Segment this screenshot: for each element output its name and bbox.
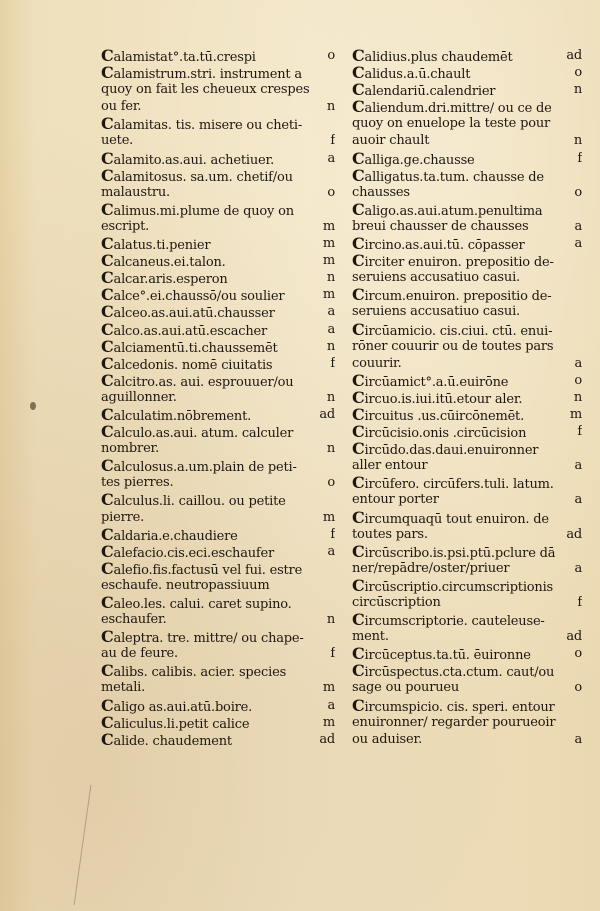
- gender-marker: m: [322, 714, 335, 730]
- entry-line: [101, 321, 335, 338]
- entry-text: Circūamict°.a.ū.euirōne: [352, 371, 509, 389]
- entry-line: [101, 697, 335, 714]
- entry-text: Circuitus .us.cūircōnemēt.: [352, 405, 525, 424]
- entry-line: [101, 543, 335, 560]
- initial-capital: C: [352, 576, 365, 594]
- entry-text: Circum.enuiron. prepositio de-: [352, 286, 552, 304]
- entry-text: Calefio.fis.factusū vel fui. estre: [101, 559, 303, 577]
- entry-text: Circūcisio.onis .circūcision: [352, 423, 527, 441]
- gender-marker: o: [574, 65, 582, 81]
- initial-capital: C: [101, 200, 114, 218]
- gender-marker: n: [573, 82, 582, 98]
- entry-line: [352, 64, 582, 81]
- entry-text: Circumscriptorie. cauteleuse-: [352, 611, 545, 629]
- initial-capital: C: [352, 64, 365, 82]
- initial-capital: C: [352, 235, 365, 253]
- entry-text: pierre.: [101, 509, 145, 525]
- entry-text: Caligo as.aui.atū.boire.: [101, 696, 253, 714]
- entry-line: [101, 64, 335, 81]
- initial-capital: C: [101, 730, 114, 748]
- entry-line: [101, 594, 335, 611]
- initial-capital: C: [101, 662, 114, 680]
- entry-text: Circūscriptio.circumscriptionis: [352, 576, 554, 594]
- entry-text: tes pierres.: [101, 475, 174, 491]
- gender-marker: ad: [319, 731, 335, 747]
- entry-text: aguillonner.: [101, 389, 177, 405]
- entry-line: [352, 235, 582, 252]
- entry-line: [352, 286, 582, 303]
- entry-line: [352, 577, 582, 594]
- entry-text: ou aduiser.: [352, 731, 423, 747]
- entry-line: [352, 491, 582, 508]
- entry-text: Calimus.mi.plume de quoy on: [101, 200, 294, 218]
- entry-line: [352, 440, 582, 457]
- initial-capital: C: [101, 525, 114, 543]
- gender-marker: n: [573, 133, 582, 149]
- entry-text: Calculosus.a.um.plain de peti-: [101, 457, 297, 475]
- entry-line: [352, 526, 582, 543]
- initial-capital: C: [352, 149, 365, 167]
- entry-text: ment.: [352, 629, 389, 645]
- entry-text: Calefacio.cis.eci.eschaufer: [101, 542, 275, 560]
- gender-marker: f: [330, 526, 335, 542]
- entry-text: Calidus.a.ū.chault: [352, 64, 471, 82]
- entry-text: entour porter: [352, 492, 439, 508]
- gender-marker: o: [574, 372, 582, 388]
- entry-text: Circūamicio. cis.ciui. ctū. enui-: [352, 320, 553, 338]
- entry-line: [101, 355, 335, 372]
- entry-line: [101, 679, 335, 696]
- left-column: [101, 47, 335, 748]
- entry-text: Calatus.ti.penier: [101, 235, 211, 253]
- initial-capital: C: [101, 269, 114, 287]
- entry-text: Circūdo.das.daui.enuironner: [352, 440, 539, 458]
- gender-marker: a: [327, 304, 335, 320]
- gender-marker: n: [326, 441, 335, 457]
- entry-text: Calculatim.nōbrement.: [101, 405, 252, 424]
- entry-text: chausses: [352, 184, 410, 200]
- entry-text: Calibs. calibis. acier. species: [101, 662, 287, 680]
- entry-text: Calcitro.as. aui. esprouuer/ou: [101, 371, 294, 389]
- gender-marker: a: [574, 560, 582, 576]
- initial-capital: C: [352, 286, 365, 304]
- entry-line: [101, 47, 335, 64]
- entry-line: [101, 286, 335, 303]
- initial-capital: C: [101, 696, 114, 714]
- entry-line: [101, 98, 335, 115]
- initial-capital: C: [101, 594, 114, 612]
- gender-marker: ad: [566, 48, 582, 63]
- gender-marker: m: [322, 680, 335, 696]
- initial-capital: C: [352, 662, 365, 680]
- entry-text: Calco.as.aui.atū.escacher: [101, 320, 268, 338]
- entry-line: [352, 543, 582, 560]
- gender-marker: f: [577, 595, 582, 610]
- entry-text: Calamistrum.stri. instrument a: [101, 64, 302, 82]
- entry-line: [101, 406, 335, 423]
- gender-marker: o: [327, 48, 335, 63]
- entry-line: [352, 98, 582, 115]
- entry-line: [352, 355, 582, 372]
- entry-line: [101, 440, 335, 457]
- entry-line: [101, 662, 335, 679]
- entry-text: Calcedonis. nomē ciuitatis: [101, 354, 273, 372]
- entry-text: Calliga.ge.chausse: [352, 149, 475, 167]
- entry-text: sage ou pourueu: [352, 680, 460, 696]
- initial-capital: C: [101, 64, 114, 82]
- initial-capital: C: [101, 491, 114, 509]
- entry-text: seruiens accusatiuo casui.: [352, 304, 520, 320]
- gender-marker: o: [327, 184, 335, 200]
- initial-capital: C: [352, 166, 365, 184]
- entry-text: uete.: [101, 133, 134, 149]
- entry-line: [101, 491, 335, 508]
- initial-capital: C: [101, 542, 114, 560]
- entry-line: [101, 150, 335, 167]
- entry-line: [352, 457, 582, 474]
- entry-text: Calceo.as.aui.atū.chausser: [101, 303, 275, 321]
- entry-line: [352, 269, 582, 286]
- entry-text: Circūscribo.is.psi.ptū.pclure dā: [352, 542, 556, 560]
- entry-line: [352, 338, 582, 355]
- entry-line: [352, 372, 582, 389]
- entry-line: [101, 184, 335, 201]
- entry-text: nombrer.: [101, 441, 160, 457]
- gender-marker: o: [574, 646, 582, 662]
- initial-capital: C: [352, 405, 365, 424]
- gender-marker: a: [574, 236, 582, 252]
- entry-text: Calce°.ei.chaussō/ou soulier: [101, 286, 285, 304]
- entry-line: [352, 167, 582, 184]
- entry-text: Calligatus.ta.tum. chausse de: [352, 166, 544, 184]
- gender-marker: n: [326, 99, 335, 115]
- entry-text: aller entour: [352, 458, 428, 474]
- entry-line: [101, 218, 335, 235]
- gender-marker: n: [573, 389, 582, 405]
- entry-text: quoy on enuelope la teste pour: [352, 116, 551, 132]
- entry-line: [101, 81, 335, 98]
- entry-line: [352, 150, 582, 167]
- gender-marker: f: [577, 150, 582, 166]
- entry-text: Calide. chaudement: [101, 730, 232, 748]
- entry-line: [352, 560, 582, 577]
- entry-line: [101, 611, 335, 628]
- entry-text: Calamitosus. sa.um. chetif/ou: [101, 166, 293, 184]
- initial-capital: C: [352, 81, 365, 99]
- entry-line: [352, 406, 582, 423]
- entry-text: Calcar.aris.esperon: [101, 269, 228, 287]
- entry-text: toutes pars.: [352, 526, 428, 542]
- entry-text: Circūfero. circūfers.tuli. latum.: [352, 474, 554, 492]
- entry-text: couurir.: [352, 355, 402, 371]
- entry-text: Caligo.as.aui.atum.penultima: [352, 200, 543, 218]
- entry-line: [101, 526, 335, 543]
- entry-text: Calcaneus.ei.talon.: [101, 252, 226, 270]
- entry-line: [352, 81, 582, 98]
- initial-capital: C: [352, 508, 365, 526]
- gender-marker: ad: [566, 526, 582, 542]
- entry-text: Calidius.plus chaudemēt: [352, 47, 513, 65]
- gender-marker: a: [327, 543, 335, 559]
- entry-text: rōner couurir ou de toutes pars: [352, 338, 554, 354]
- entry-line: [352, 201, 582, 218]
- initial-capital: C: [352, 611, 365, 629]
- entry-line: [101, 731, 335, 748]
- initial-capital: C: [101, 166, 114, 184]
- gender-marker: m: [322, 236, 335, 252]
- entry-text: Circumquaqū tout enuiron. de: [352, 508, 549, 526]
- gender-marker: f: [577, 424, 582, 440]
- entry-text: Circino.as.aui.tū. cōpasser: [352, 235, 525, 253]
- initial-capital: C: [352, 252, 365, 270]
- gender-marker: f: [330, 133, 335, 149]
- initial-capital: C: [101, 628, 114, 646]
- initial-capital: C: [352, 423, 365, 441]
- initial-capital: C: [352, 320, 365, 338]
- entry-line: [352, 628, 582, 645]
- initial-capital: C: [101, 235, 114, 253]
- gender-marker: m: [569, 406, 582, 422]
- initial-capital: C: [352, 200, 365, 218]
- entry-text: Calculus.li. caillou. ou petite: [101, 491, 286, 509]
- gender-marker: f: [330, 646, 335, 662]
- entry-line: [101, 252, 335, 269]
- gender-marker: a: [574, 218, 582, 234]
- entry-text: Circūspectus.cta.ctum. caut/ou: [352, 662, 555, 680]
- entry-text: auoir chault: [352, 133, 430, 149]
- gender-marker: m: [322, 509, 335, 525]
- gender-marker: a: [574, 458, 582, 474]
- entry-line: [352, 474, 582, 491]
- entry-text: Calamitas. tis. misere ou cheti-: [101, 115, 303, 133]
- entry-text: Circumspicio. cis. speri. entour: [352, 696, 555, 714]
- initial-capital: C: [101, 47, 114, 65]
- initial-capital: C: [101, 320, 114, 338]
- initial-capital: C: [101, 286, 114, 304]
- initial-capital: C: [101, 713, 114, 731]
- gender-marker: a: [327, 321, 335, 337]
- entry-line: [101, 235, 335, 252]
- entry-line: [101, 389, 335, 406]
- initial-capital: C: [352, 474, 365, 492]
- entry-line: [101, 132, 335, 149]
- gender-marker: a: [574, 731, 582, 747]
- initial-capital: C: [352, 371, 365, 389]
- entry-line: [352, 731, 582, 748]
- entry-line: [352, 662, 582, 679]
- entry-text: eschaufe. neutropassiuum: [101, 577, 270, 593]
- entry-line: [101, 423, 335, 440]
- gender-marker: n: [326, 270, 335, 286]
- entry-text: breui chausser de chausses: [352, 218, 529, 234]
- entry-line: [101, 714, 335, 731]
- initial-capital: C: [352, 696, 365, 714]
- entry-text: Caliendum.dri.mittre/ ou ce de: [352, 98, 552, 116]
- entry-line: [101, 115, 335, 132]
- entry-line: [101, 372, 335, 389]
- entry-text: circūscription: [352, 595, 441, 610]
- entry-line: [352, 679, 582, 696]
- entry-line: [101, 509, 335, 526]
- gender-marker: a: [574, 355, 582, 371]
- entry-text: Circiter enuiron. prepositio de-: [352, 252, 554, 270]
- gender-marker: a: [327, 697, 335, 713]
- entry-line: [101, 167, 335, 184]
- entry-line: [352, 389, 582, 406]
- entry-line: [352, 611, 582, 628]
- gender-marker: n: [326, 389, 335, 405]
- initial-capital: C: [101, 405, 114, 424]
- initial-capital: C: [352, 98, 365, 116]
- entry-text: ou fer.: [101, 99, 142, 115]
- initial-capital: C: [352, 47, 365, 65]
- initial-capital: C: [352, 388, 365, 406]
- entry-text: escript.: [101, 218, 150, 234]
- entry-line: [101, 338, 335, 355]
- entry-text: Circūceptus.ta.tū. ēuironne: [352, 645, 531, 663]
- gender-marker: m: [322, 287, 335, 303]
- entry-text: Calamito.as.aui. achetiuer.: [101, 149, 275, 167]
- entry-text: Calendariū.calendrier: [352, 81, 496, 99]
- entry-line: [352, 132, 582, 149]
- entry-line: [101, 201, 335, 218]
- entry-line: [101, 560, 335, 577]
- ink-smudge: [30, 402, 36, 410]
- entry-text: quoy on fait les cheueux crespes: [101, 82, 310, 98]
- entry-line: [352, 47, 582, 64]
- entry-text: Caleptra. tre. mittre/ ou chape-: [101, 628, 304, 646]
- entry-text: Calculo.as.aui. atum. calculer: [101, 423, 294, 441]
- entry-line: [352, 115, 582, 132]
- entry-line: [101, 577, 335, 594]
- gender-marker: a: [327, 150, 335, 166]
- initial-capital: C: [101, 457, 114, 475]
- entry-text: ner/repādre/oster/priuer: [352, 560, 510, 576]
- entry-line: [352, 697, 582, 714]
- entry-text: Caliculus.li.petit calice: [101, 713, 250, 731]
- initial-capital: C: [101, 371, 114, 389]
- gender-marker: f: [330, 355, 335, 371]
- entry-text: Calciamentū.ti.chaussemēt: [101, 337, 278, 355]
- gender-marker: a: [574, 492, 582, 508]
- gender-marker: m: [322, 253, 335, 269]
- entry-line: [101, 628, 335, 645]
- entry-text: eschaufer.: [101, 612, 167, 628]
- entry-line: [352, 321, 582, 338]
- initial-capital: C: [101, 423, 114, 441]
- entry-line: [101, 303, 335, 320]
- entry-line: [352, 645, 582, 662]
- entry-line: [352, 714, 582, 731]
- entry-line: [101, 457, 335, 474]
- entry-line: [352, 594, 582, 611]
- initial-capital: C: [101, 252, 114, 270]
- initial-capital: C: [101, 303, 114, 321]
- initial-capital: C: [352, 645, 365, 663]
- entry-line: [352, 184, 582, 201]
- entry-line: [352, 252, 582, 269]
- gender-marker: ad: [566, 629, 582, 645]
- entry-text: malaustru.: [101, 184, 170, 200]
- gender-marker: ad: [319, 406, 335, 422]
- initial-capital: C: [101, 115, 114, 133]
- initial-capital: C: [101, 337, 114, 355]
- entry-text: Caleo.les. calui. caret supino.: [101, 594, 292, 612]
- entry-line: [101, 645, 335, 662]
- initial-capital: C: [352, 542, 365, 560]
- initial-capital: C: [101, 354, 114, 372]
- entry-text: enuironner/ regarder pourueoir: [352, 714, 556, 730]
- entry-line: [352, 303, 582, 320]
- gender-marker: n: [326, 338, 335, 354]
- entry-text: Calamistat°.ta.tū.crespi: [101, 47, 256, 65]
- entry-line: [352, 423, 582, 440]
- gender-marker: n: [326, 612, 335, 628]
- page-crease: [74, 785, 132, 905]
- entry-text: Circuo.is.iui.itū.etour aler.: [352, 388, 523, 406]
- entry-line: [101, 474, 335, 491]
- gender-marker: o: [574, 184, 582, 200]
- entry-text: seruiens accusatiuo casui.: [352, 270, 520, 286]
- entry-line: [101, 269, 335, 286]
- gender-marker: m: [322, 218, 335, 234]
- initial-capital: C: [101, 149, 114, 167]
- gender-marker: o: [574, 680, 582, 696]
- initial-capital: C: [101, 559, 114, 577]
- entry-line: [352, 509, 582, 526]
- entry-text: metali.: [101, 680, 146, 696]
- gender-marker: o: [327, 475, 335, 491]
- entry-line: [352, 218, 582, 235]
- entry-text: au de feure.: [101, 646, 178, 662]
- initial-capital: C: [352, 440, 365, 458]
- right-column: [352, 47, 582, 748]
- entry-text: Caldaria.e.chaudiere: [101, 525, 238, 543]
